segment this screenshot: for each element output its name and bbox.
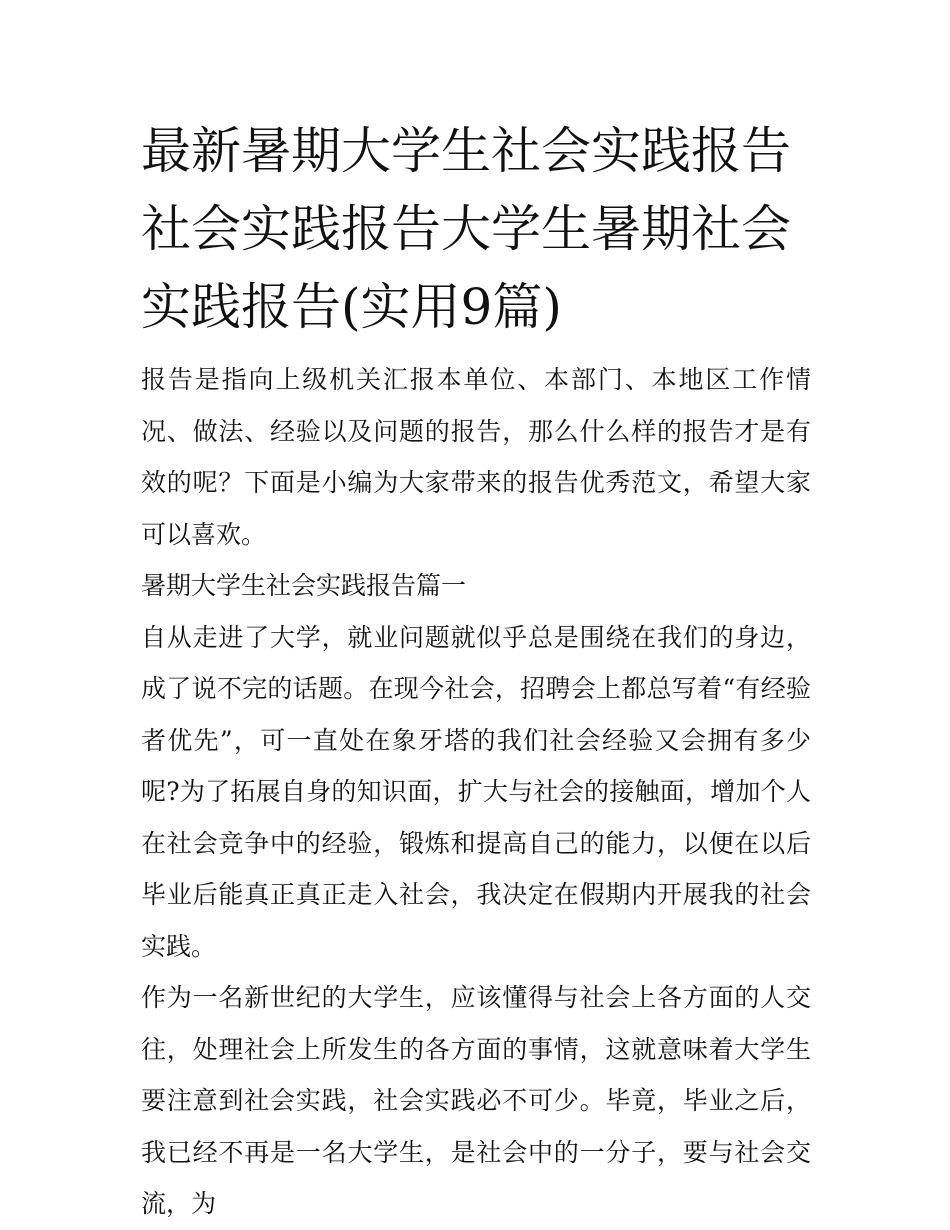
document-body	[141, 354, 811, 1230]
document-page	[141, 112, 811, 1230]
intro-paragraph: 报告是指向上级机关汇报本单位、本部门、本地区工作情况、做法、经验以及问题的报告，那么什么样的报告才是有效的呢？下面是小编为大家带来的报告优秀范文，希望大家可以喜欢。	[141, 365, 811, 549]
section-heading: 暑期大学生社会实践报告篇一	[141, 571, 467, 600]
document-title: 最新暑期大学生社会实践报告社会实践报告大学生暑期社会实践报告(实用9篇)	[141, 122, 791, 336]
body-paragraph: 作为一名新世纪的大学生，应该懂得与社会上各方面的人交往，处理社会上所发生的各方面的事情，这就意味着大学生要注意到社会实践，社会实践必不可少。毕竟，毕业之后，我已经不再是一名大学生，是社会中的一分子，要与社会交流，为	[141, 983, 811, 1218]
body-paragraph: 自从走进了大学，就业问题就似乎总是围绕在我们的身边，成了说不完的话题。在现今社会，招聘会上都总写着“有经验者优先”，可一直处在象牙塔的我们社会经验又会拥有多少呢?为了拓展自身的知识面，扩大与社会的接触面，增加个人在社会竞争中的经验，锻炼和提高自己的能力，以便在以后毕业后能真正真正走入社会，我决定在假期内开展我的社会实践。	[141, 622, 811, 961]
